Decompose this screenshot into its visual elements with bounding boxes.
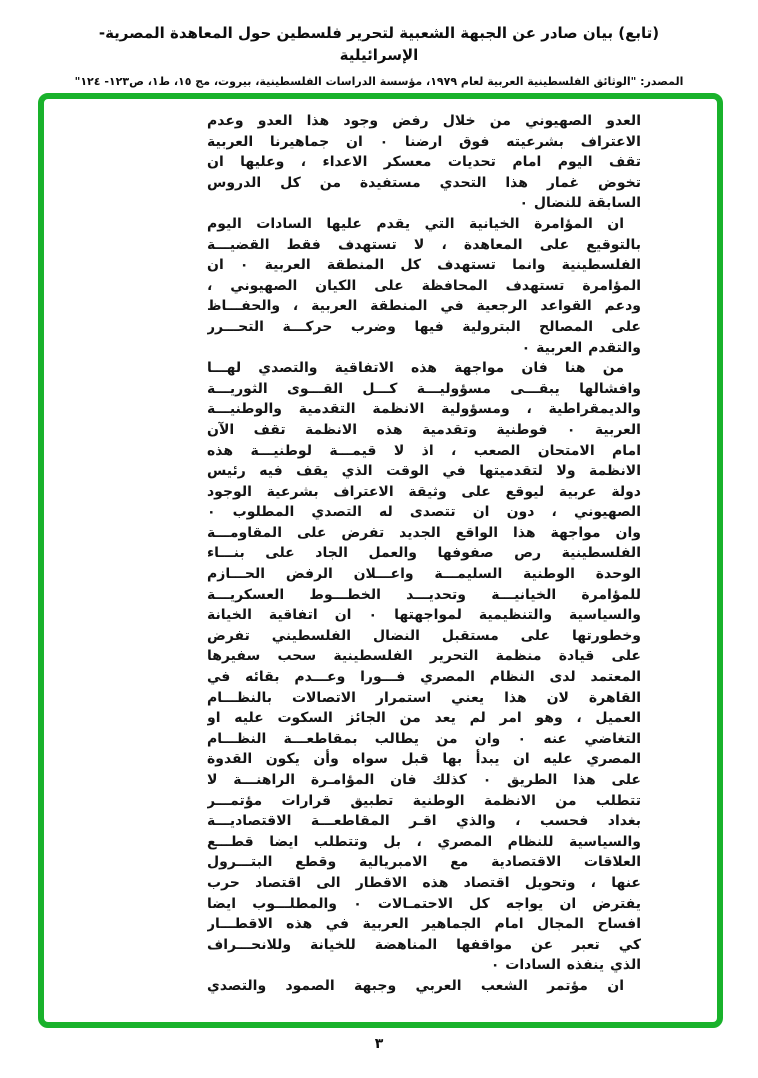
text-line: بغداد فحسب ، والذي اقـر المقاطعـــة الاقتصاديـــة	[207, 813, 641, 830]
text-line: تخوض غمار هذا التحدي مستفيدة من كل الدروس	[207, 174, 641, 191]
text-line: والسياسية للنظام المصري ، بل وتتطلب ايضا قطـــع	[207, 833, 641, 850]
text-line: تتطلب من الانظمة الوطنية تطبيق قرارات مؤتمـــر	[207, 792, 641, 809]
text-line: ان المؤامرة الخيانية التي يقدم عليها السادات اليوم	[207, 215, 624, 232]
text-line: يفترض ان يواجه كل الاحتمـالات ٠ والمطلـــوب ايضا	[207, 895, 641, 912]
page-number: ٣	[374, 1036, 384, 1052]
document-source-line: المصدر: "الوثائق الفلسطينية العربية لعام ١٩٧٩، مؤسسة الدراسات الفلسطينية، بيروت، مج ١٥، ط١، ص١٢٣- ١٢٤"	[74, 75, 684, 88]
text-line: الفلسطينية رص صفوفها والعمل الجاد على بنـــاء	[207, 545, 641, 562]
text-line: ان مؤتمر الشعب العربي وجبهة الصمود والتصدي	[207, 977, 624, 994]
text-line: على المصالح البترولية فيها وضرب حركـــة التحـــرر	[207, 318, 641, 335]
page-header	[60, 22, 698, 90]
text-line: الوحدة الوطنية السليمـــة واعـــلان الرفض الحـــازم	[207, 566, 641, 583]
text-line: العدو الصهيوني من خلال رفض وجود هذا العدو وعدم	[207, 113, 641, 129]
text-line: الانظمة ولا لتقدميتها في الوقت الذي يقف فيه رئيس	[207, 463, 641, 480]
text-line: وافشالها يبقـــى مسؤوليـــة كـــل القـــوى الثوريـــة	[207, 380, 641, 397]
text-line: للمؤامرة الخيانيـــة وتحديـــد الخطـــوط العسكريـــة	[207, 586, 641, 603]
text-line: بالتوقيع على المعاهدة ، لا تستهدف فقط القضيـــة	[207, 236, 641, 253]
text-line: المؤامرة تستهدف المحافظة على الكيان الصهيوني ،	[207, 277, 641, 294]
text-line: الفلسطينية وانما تستهدف كل المنطقة العربية ٠ ان	[207, 257, 641, 274]
text-line: تقف اليوم امام تحديات معسكر الاعداء ، وعليها ان	[207, 154, 641, 171]
text-line: السابقة للنضال ٠	[519, 195, 641, 212]
text-line: وخطورتها على مستقبل النضال الفلسطيني تفرض	[207, 627, 641, 644]
text-line: كي تعبر عن مواقفها المناهضة للخيانة وللانحـــراف	[207, 936, 641, 953]
text-line: التغاضي عنه ٠ وان من يطالب بمقاطعـــة النظـــام	[207, 730, 641, 747]
text-line: الصهيوني ، دون ان تتصدى له التصدي المطلوب ٠	[207, 504, 641, 521]
text-line: من هنا فان مواجهة هذه الاتفاقية والتصدي لهـــا	[207, 360, 624, 377]
text-line: والتقدم العربية ٠	[521, 339, 641, 356]
text-line: والديمقراطية ، ومسؤولية الانظمة التقدمية والوطنيـــة	[207, 401, 641, 418]
text-line: عنها ، وتحويل اقتصاد هذه الاقطار الى اقتصاد حرب	[207, 874, 641, 891]
text-line: والسياسية والتنظيمية لمواجهتها ٠ ان اتفاقية الخيانة	[207, 607, 641, 624]
text-line: دولة عربية ليوقع على وثيقة الاعتراف بشرعية الوجود	[207, 483, 641, 500]
text-line: ودعم القواعد الرجعية في المنطقة العربية ، والحفـــاظ	[207, 298, 641, 315]
document-title: (تابع) بيان صادر عن الجبهة الشعبية لتحرير فلسطين حول المعاهدة المصرية- الإسرائيلية	[98, 24, 660, 64]
text-line: الذي ينفذه السادات ٠	[490, 957, 641, 974]
text-line: افساح المجال امام الجماهير العربية في هذه الاقطـــار	[207, 916, 641, 933]
text-line: الاعتراف بشرعيته فوق ارضنا ٠ ان جماهيرنا العربية	[207, 133, 641, 150]
text-line: المصري عليه ان يبدأ بها قبل سواه وأن يكون القدوة	[207, 751, 641, 768]
text-line: العربية ٠ فوطنية وتقدمية هذه الانظمة تقف الآن	[207, 421, 641, 438]
text-line: وان مواجهة هذا الواقع الجديد تفرض على المقاومـــة	[207, 524, 641, 541]
text-line: العلاقات الاقتصادية مع الامبريالية وقطع البتـــرول	[207, 854, 641, 871]
text-line: القاهرة لان هذا يعني استمرار الاتصالات بالنظـــام	[207, 689, 641, 706]
document-body	[207, 111, 641, 997]
text-line: العميل ، وهو امر لم يعد من الجائز السكوت عليه او	[207, 710, 641, 727]
text-line: امام الامتحان الصعب ، اذ لا قيمـــة لوطنيـــة هذه	[207, 442, 641, 459]
text-line: على هذا الطريق ٠ كذلك فان المؤامـرة الراهنـــة لا	[207, 772, 641, 788]
text-line: على قيادة منظمة التحرير الفلسطينية سحب سفيرها	[207, 648, 641, 665]
text-line: المعتمد لدى النظام المصري فـــورا وعـــدم بقائه في	[207, 669, 641, 686]
